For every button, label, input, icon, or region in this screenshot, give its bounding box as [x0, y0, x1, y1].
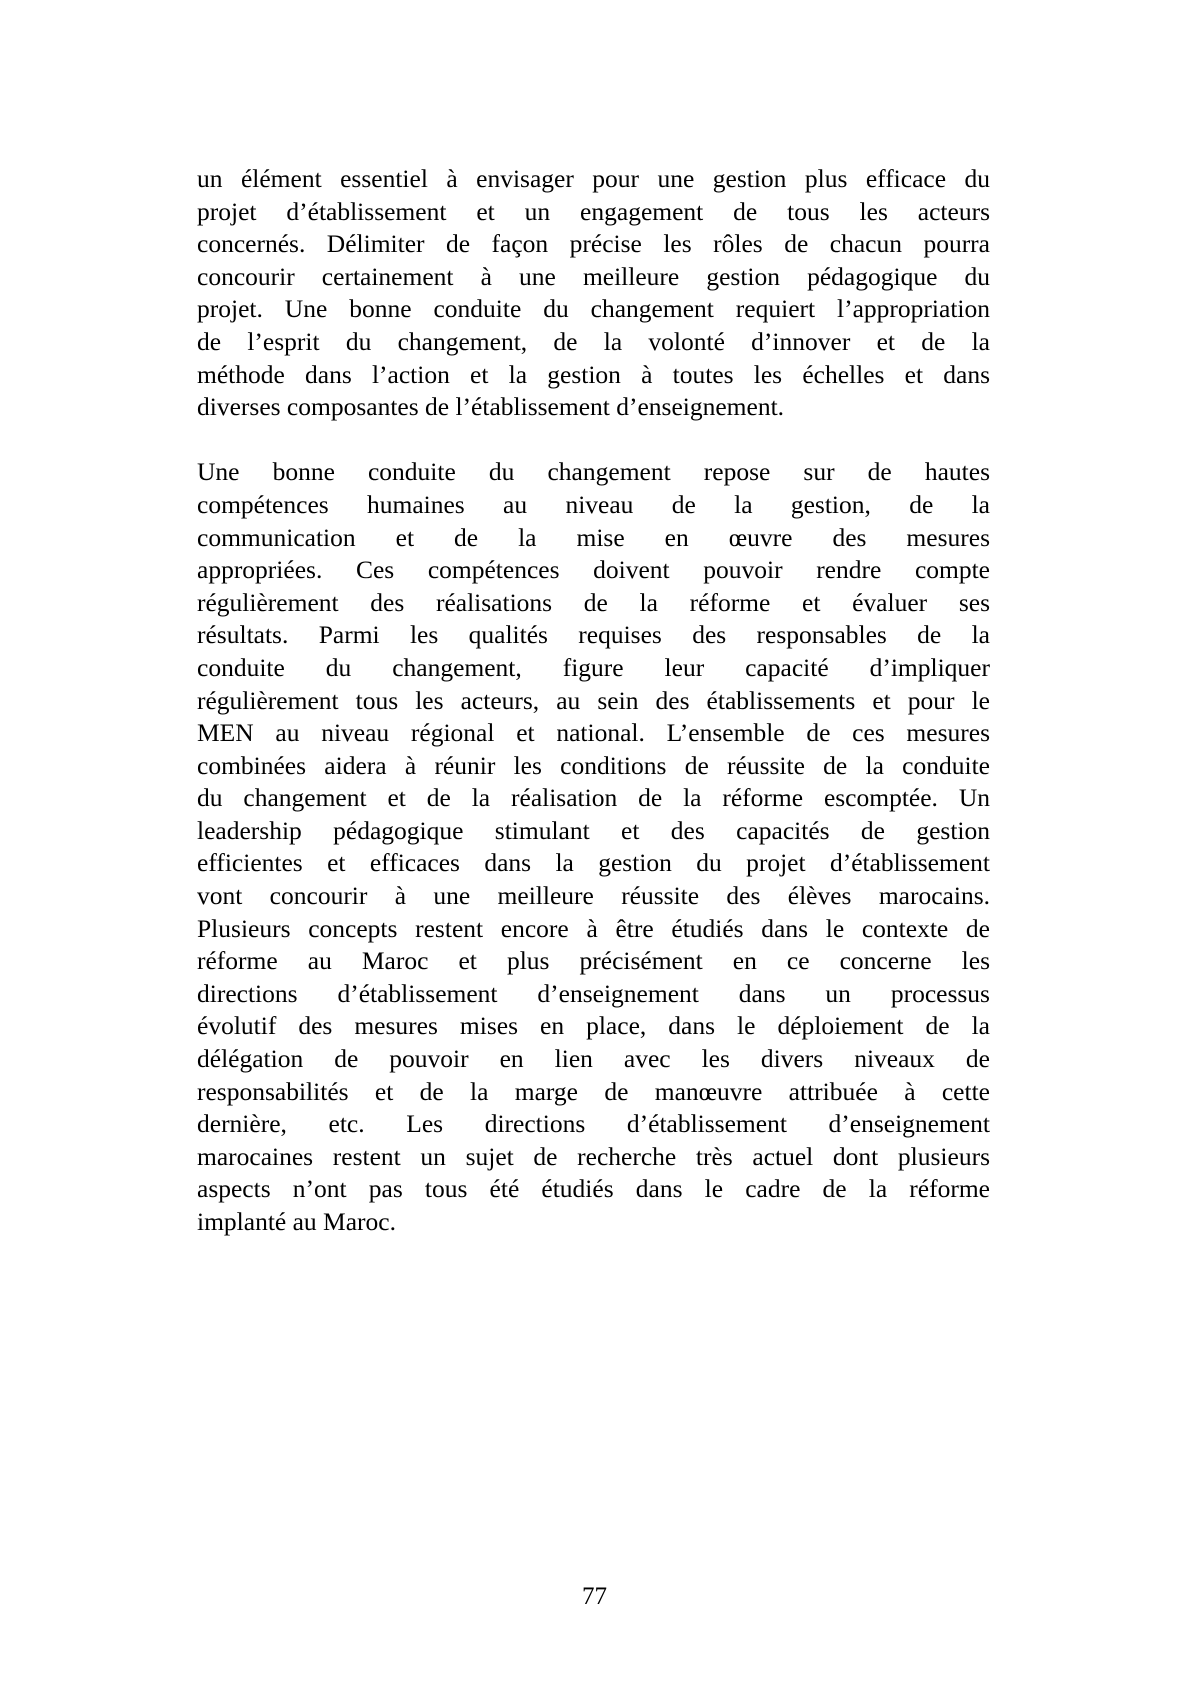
text-line: concourir certainement à une meilleure gestion pédagogique du [197, 261, 990, 291]
text-line: concernés. Délimiter de façon précise les rôles de chacun pourra [197, 229, 990, 259]
text-line: méthode dans l’action et la gestion à toutes les échelles et dans [197, 359, 990, 389]
text-line: projet. Une bonne conduite du changement requiert l’appropriation [197, 294, 990, 324]
text-line: délégation de pouvoir en lien avec les divers niveaux de [197, 1044, 990, 1074]
text-line: responsabilités et de la marge de manœuvre attribuée à cette [197, 1076, 990, 1106]
text-line: régulièrement des réalisations de la réforme et évaluer ses [197, 587, 990, 617]
text-line: efficientes et efficaces dans la gestion du projet d’établissement [197, 848, 990, 878]
text-line: conduite du changement, figure leur capacité d’impliquer [197, 652, 990, 682]
text-block [197, 163, 990, 1239]
text-line: dernière, etc. Les directions d’établissement d’enseignement [197, 1109, 990, 1139]
text-line: appropriées. Ces compétences doivent pouvoir rendre compte [197, 555, 990, 585]
text-line: implanté au Maroc. [197, 1207, 396, 1236]
text-line: du changement et de la réalisation de la réforme escomptée. Un [197, 783, 990, 813]
text-line: régulièrement tous les acteurs, au sein des établissements et pour le [197, 685, 990, 715]
text-line: résultats. Parmi les qualités requises des responsables de la [197, 620, 990, 650]
text-line: leadership pédagogique stimulant et des capacités de gestion [197, 815, 990, 845]
paragraph [197, 163, 990, 424]
text-line: MEN au niveau régional et national. L’ensemble de ces mesures [197, 718, 990, 748]
text-line: compétences humaines au niveau de la gestion, de la [197, 489, 990, 519]
text-line: combinées aidera à réunir les conditions de réussite de la conduite [197, 750, 990, 780]
text-line: diverses composantes de l’établissement d’enseignement. [197, 392, 785, 422]
text-line: marocaines restent un sujet de recherche très actuel dont plusieurs [197, 1141, 990, 1171]
text-line: Plusieurs concepts restent encore à être étudiés dans le contexte de [197, 913, 990, 943]
text-line: projet d’établissement et un engagement de tous les acteurs [197, 196, 990, 226]
text-line: un élément essentiel à envisager pour une gestion plus efficace du [197, 164, 990, 193]
text-line: aspects n’ont pas tous été étudiés dans le cadre de la réforme [197, 1174, 990, 1204]
text-line: Une bonne conduite du changement repose sur de hautes [197, 457, 990, 487]
paragraph [197, 456, 990, 1238]
text-line: directions d’établissement d’enseignement dans un processus [197, 978, 990, 1008]
text-line: réforme au Maroc et plus précisément en ce concerne les [197, 946, 990, 976]
text-line: vont concourir à une meilleure réussite des élèves marocains. [197, 881, 990, 911]
text-line: évolutif des mesures mises en place, dans le déploiement de la [197, 1011, 990, 1041]
page-number: 77 [582, 1583, 607, 1610]
text-line: communication et de la mise en œuvre des mesures [197, 522, 990, 552]
text-line: de l’esprit du changement, de la volonté d’innover et de la [197, 326, 990, 356]
